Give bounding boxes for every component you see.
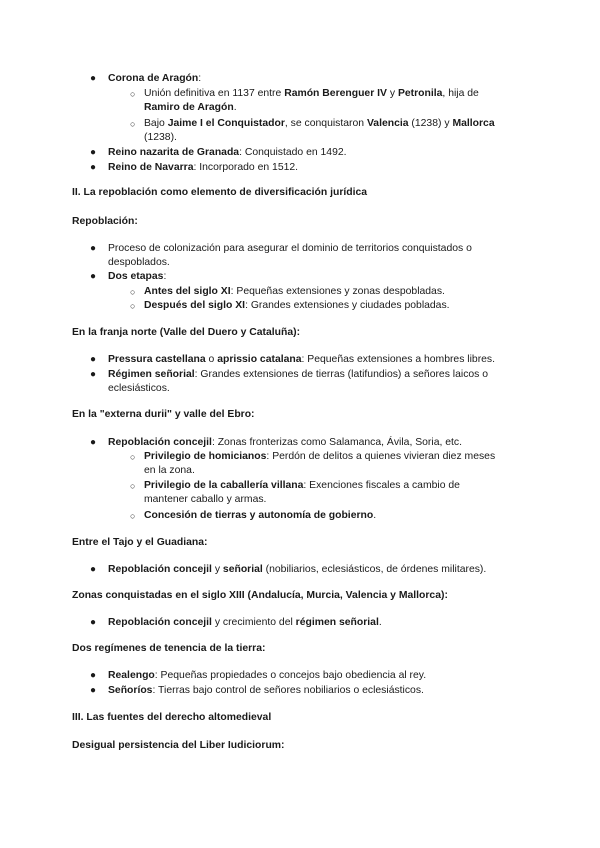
list-item: Dos etapas:: [108, 271, 167, 282]
list-item: Régimen señorial: Grandes extensiones de tierras (latifundios) a señores laicos o: [108, 369, 489, 380]
subsection-heading: Dos regímenes de tenencia de la tierra:: [72, 643, 266, 654]
bullet-icon: ●: [90, 685, 97, 696]
subsection-heading: Zonas conquistadas en el siglo XIII (Andalucía, Murcia, Valencia y Mallorca):: [72, 590, 448, 601]
bullet-icon: ●: [90, 617, 97, 628]
list-item: Reino de Navarra: Incorporado en 1512.: [108, 162, 299, 173]
bullet-icon: ●: [90, 354, 97, 365]
circle-bullet-icon: ○: [130, 301, 136, 311]
list-item: Después del siglo XI: Grandes extensiones y ciudades pobladas.: [144, 300, 450, 311]
circle-bullet-icon: ○: [130, 511, 136, 521]
bullet-icon: ●: [90, 564, 97, 575]
bullet-icon: ●: [90, 271, 97, 282]
list-item: Privilegio de la caballería villana: Exenciones fiscales a cambio de: [144, 480, 460, 491]
list-item: Realengo: Pequeñas propiedades o concejos bajo obediencia al rey.: [108, 670, 427, 681]
bullet-icon: ●: [90, 437, 97, 448]
subsection-heading: Repoblación:: [72, 216, 138, 227]
bullet-icon: ●: [90, 73, 97, 84]
list-item-continuation: (1238).: [144, 132, 177, 143]
list-item: Repoblación concejil: Zonas fronterizas como Salamanca, Ávila, Soria, etc.: [108, 437, 462, 448]
list-item-continuation: eclesiásticos.: [108, 383, 170, 394]
subsection-heading: En la franja norte (Valle del Duero y Cataluña):: [72, 327, 301, 338]
list-item: Concesión de tierras y autonomía de gobierno.: [144, 510, 377, 521]
bullet-icon: ●: [90, 243, 97, 254]
list-item: Reino nazarita de Granada: Conquistado en 1492.: [108, 147, 347, 158]
list-item: Bajo Jaime I el Conquistador, se conquistaron Valencia (1238) y Mallorca: [144, 118, 495, 129]
bullet-icon: ●: [90, 670, 97, 681]
list-item: Proceso de colonización para asegurar el dominio de territorios conquistados o: [108, 243, 472, 254]
circle-bullet-icon: ○: [130, 287, 136, 297]
list-item: Privilegio de homicianos: Perdón de delitos a quienes vivieran diez meses: [144, 451, 496, 462]
list-item: Señoríos: Tierras bajo control de señores nobiliarios o eclesiásticos.: [108, 685, 424, 696]
bullet-icon: ●: [90, 369, 97, 380]
list-item-continuation: mantener caballo y armas.: [144, 494, 267, 505]
list-item: Repoblación concejil y señorial (nobiliarios, eclesiásticos, de órdenes militares).: [108, 564, 487, 575]
circle-bullet-icon: ○: [130, 89, 136, 99]
bullet-icon: ●: [90, 147, 97, 158]
list-item: Unión definitiva en 1137 entre Ramón Berenguer IV y Petronila, hija de: [144, 88, 479, 99]
circle-bullet-icon: ○: [130, 452, 136, 462]
list-item: Pressura castellana o aprissio catalana: Pequeñas extensiones a hombres libres.: [108, 354, 496, 365]
list-item-continuation: despoblados.: [108, 257, 170, 268]
subsection-heading: Entre el Tajo y el Guadiana:: [72, 537, 208, 548]
list-item: Repoblación concejil y crecimiento del régimen señorial.: [108, 617, 382, 628]
subsection-heading: En la "externa durii" y valle del Ebro:: [72, 409, 255, 420]
list-item: Antes del siglo XI: Pequeñas extensiones y zonas despobladas.: [144, 286, 445, 297]
section-heading: II. La repoblación como elemento de diversificación jurídica: [72, 187, 368, 198]
list-item-continuation: en la zona.: [144, 465, 195, 476]
bullet-icon: ●: [90, 162, 97, 173]
list-item: Corona de Aragón:: [108, 73, 202, 84]
section-heading: III. Las fuentes del derecho altomedieval: [72, 712, 272, 723]
circle-bullet-icon: ○: [130, 119, 136, 129]
circle-bullet-icon: ○: [130, 481, 136, 491]
subsection-heading: Desigual persistencia del Liber Iudiciorum:: [72, 740, 285, 751]
list-item-continuation: Ramiro de Aragón.: [144, 102, 237, 113]
